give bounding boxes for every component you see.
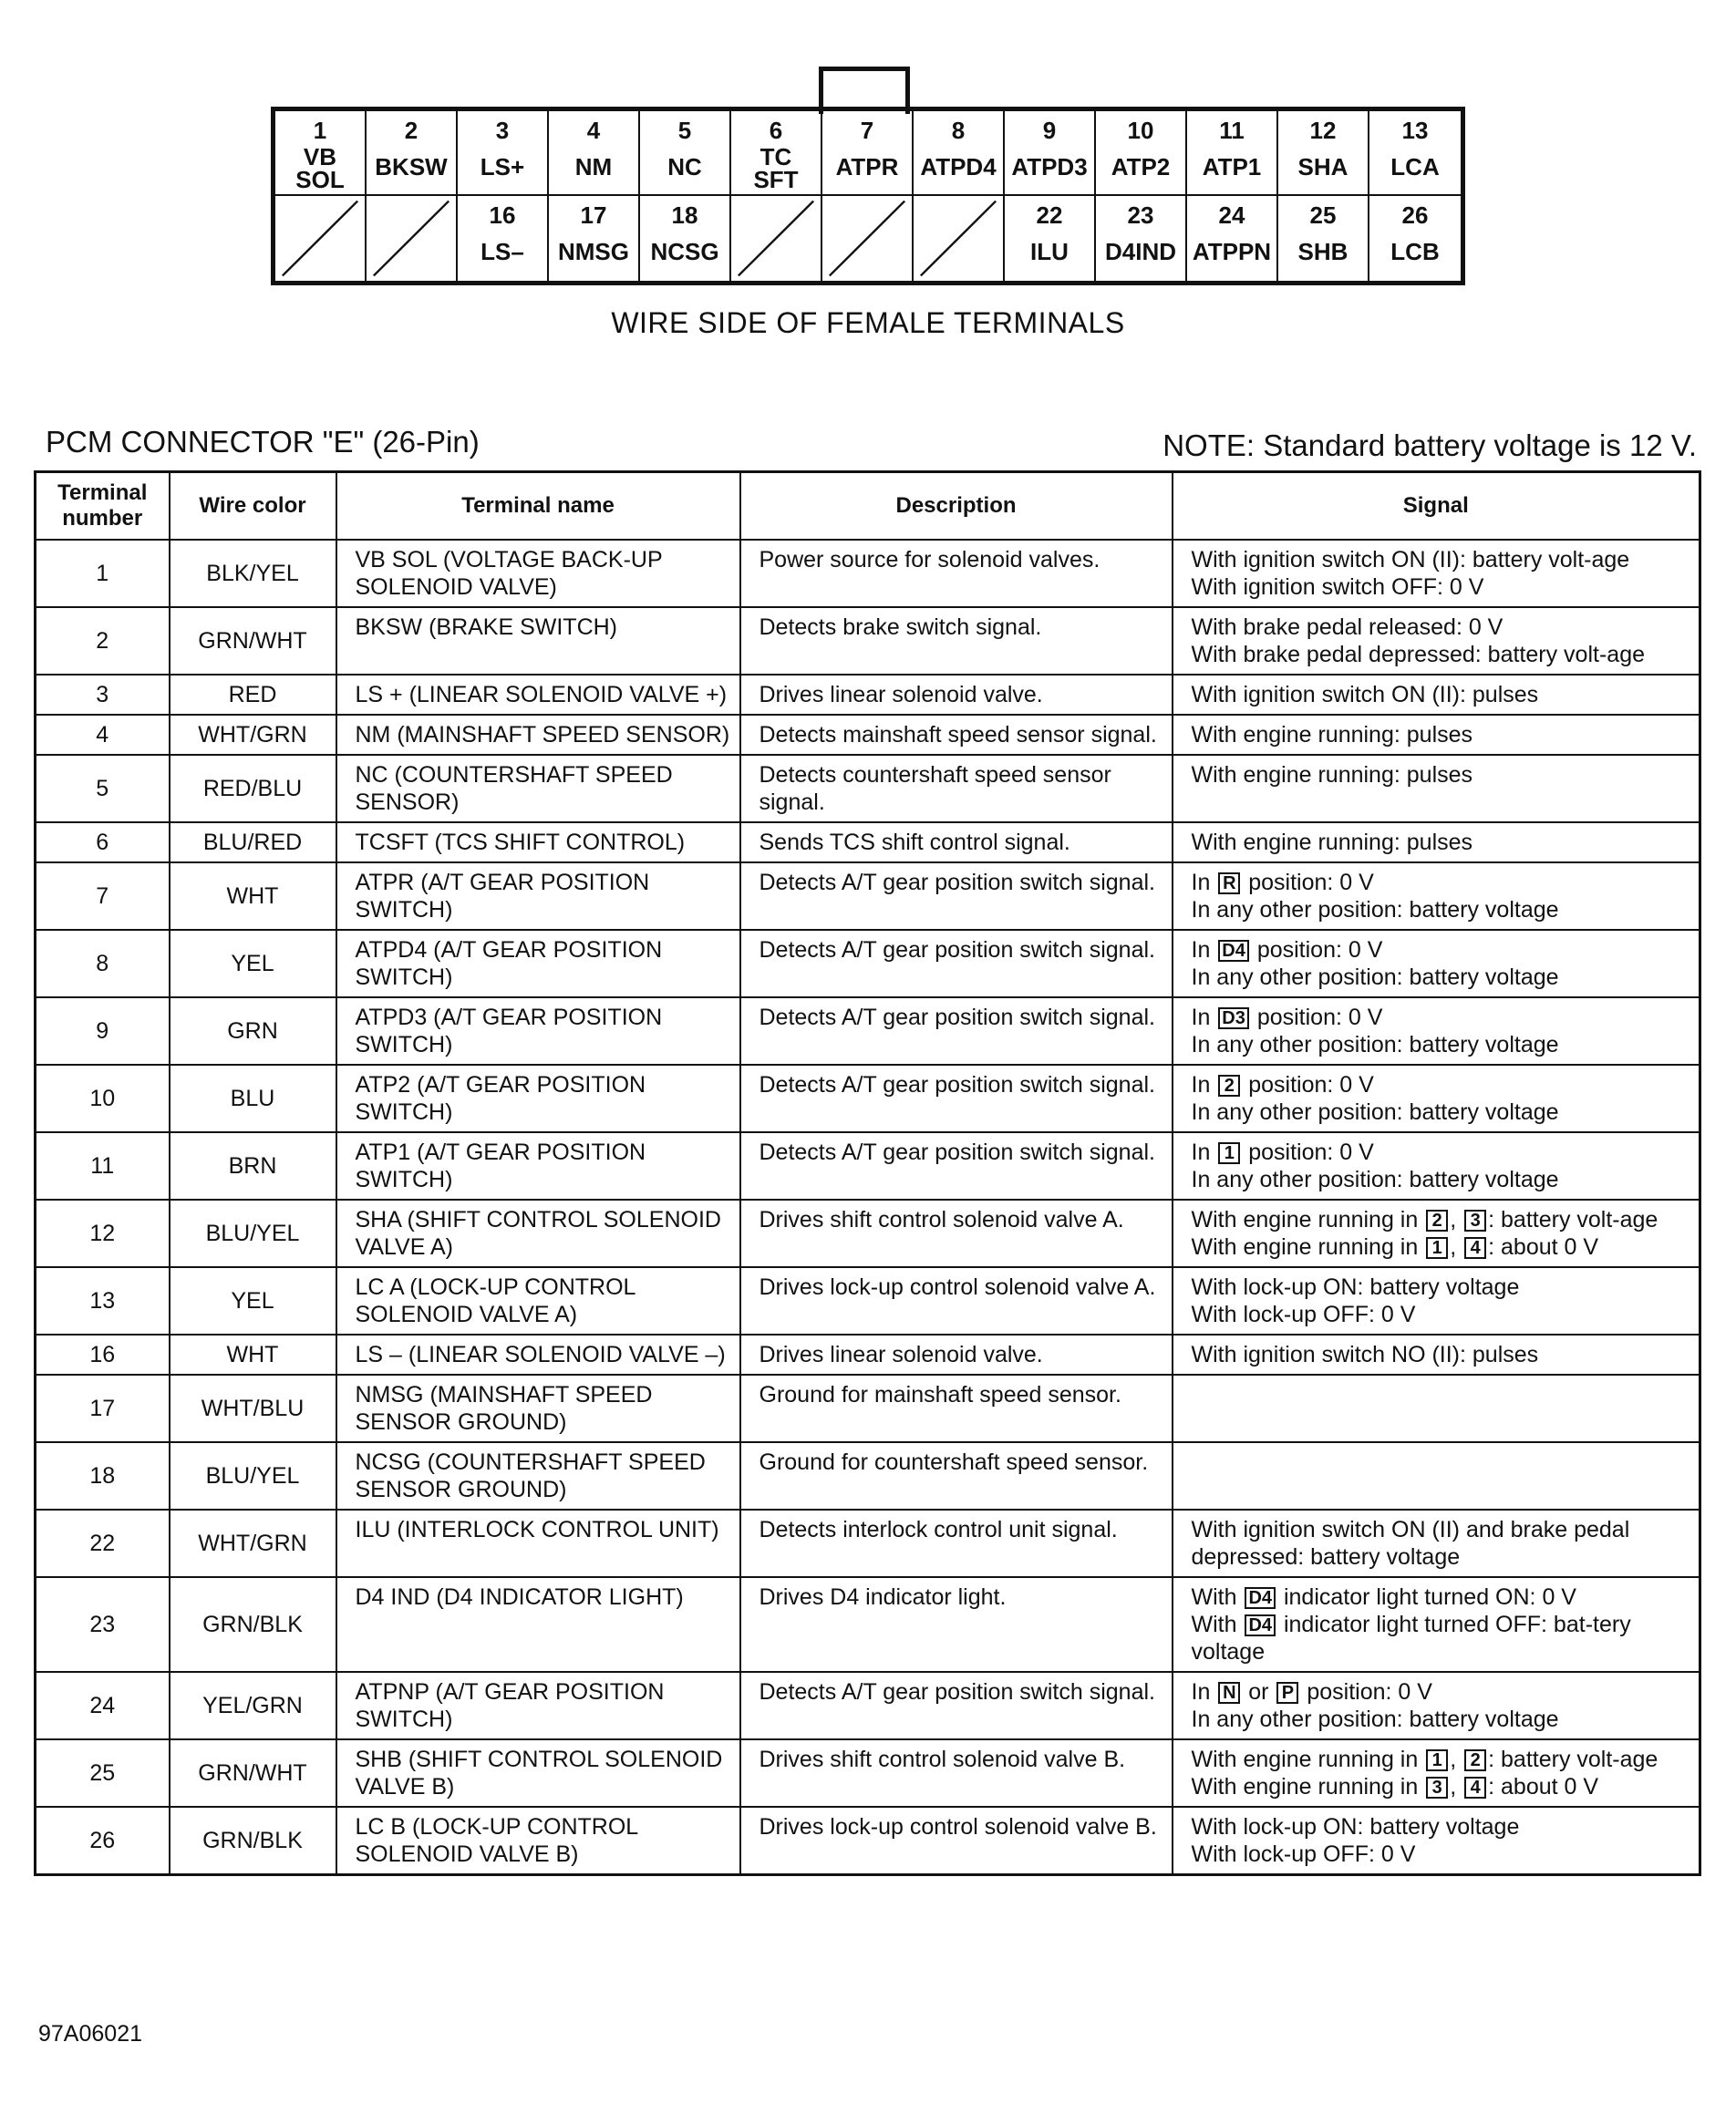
- gear-position-symbol: R: [1218, 872, 1240, 894]
- wire-color-cell: BLU/YEL: [170, 1442, 336, 1510]
- header-description: Description: [740, 472, 1173, 541]
- signal-cell: [1173, 1672, 1700, 1739]
- pin-number: 6: [769, 117, 783, 144]
- pin-label: D4IND: [1104, 238, 1176, 265]
- terminal-number-cell: 12: [36, 1200, 170, 1267]
- terminal-name-cell: NC (COUNTERSHAFT SPEED SENSOR): [336, 755, 740, 822]
- gear-position-symbol: D4: [1245, 1614, 1276, 1636]
- pin-label: NCSG: [650, 238, 719, 265]
- signal-line: With engine running: pulses: [1191, 762, 1473, 788]
- description-cell: Drives D4 indicator light.: [740, 1577, 1173, 1672]
- pin-number: 25: [1309, 201, 1337, 229]
- wire-color-cell: BLU/YEL: [170, 1200, 336, 1267]
- pin-number: 3: [495, 117, 510, 144]
- description-cell: Detects countershaft speed sensor signal.: [740, 755, 1173, 822]
- signal-line: With ignition switch ON (II): battery volt-age: [1191, 547, 1630, 572]
- description-cell: Ground for mainshaft speed sensor.: [740, 1375, 1173, 1442]
- wire-color-cell: WHT/GRN: [170, 715, 336, 755]
- terminal-name-cell: ATPR (A/T GEAR POSITION SWITCH): [336, 862, 740, 930]
- connector-pin-24: [1187, 196, 1278, 281]
- empty-slot-slash: [822, 196, 912, 281]
- signal-line: In D4 position: 0 V: [1191, 937, 1383, 963]
- description-cell: Detects interlock control unit signal.: [740, 1510, 1173, 1577]
- connector-pin-10: [1096, 111, 1187, 196]
- terminal-number-cell: 2: [36, 607, 170, 675]
- signal-line: In any other position: battery voltage: [1191, 1099, 1559, 1125]
- wire-color-cell: RED/BLU: [170, 755, 336, 822]
- table-row: [36, 1065, 1700, 1132]
- empty-slot-slash: [731, 196, 821, 281]
- gear-position-symbol: D4: [1218, 940, 1249, 962]
- connector-pin-23: [1096, 196, 1187, 281]
- pin-label: LS–: [480, 238, 524, 265]
- pin-label: LCA: [1390, 153, 1440, 180]
- connector-pin-empty: [914, 196, 1005, 281]
- wire-color-cell: WHT/BLU: [170, 1375, 336, 1442]
- connector-pin-empty: [275, 196, 367, 281]
- pin-number: 22: [1036, 201, 1063, 229]
- pin-label: ATP1: [1202, 153, 1262, 180]
- terminal-number-cell: 22: [36, 1510, 170, 1577]
- wire-color-cell: GRN/WHT: [170, 1739, 336, 1807]
- terminal-number-cell: 25: [36, 1739, 170, 1807]
- signal-cell: [1173, 930, 1700, 997]
- header-signal: Signal: [1173, 472, 1700, 541]
- table-row: [36, 1200, 1700, 1267]
- terminal-number-cell: 9: [36, 997, 170, 1065]
- description-cell: Drives lock-up control solenoid valve B.: [740, 1807, 1173, 1875]
- header-terminal-number: Terminal number: [36, 472, 170, 541]
- terminal-name-cell: NM (MAINSHAFT SPEED SENSOR): [336, 715, 740, 755]
- signal-line: In 2 position: 0 V: [1191, 1072, 1374, 1098]
- signal-cell: [1173, 1200, 1700, 1267]
- wire-color-cell: BLU: [170, 1065, 336, 1132]
- description-cell: Detects mainshaft speed sensor signal.: [740, 715, 1173, 755]
- signal-line: In any other position: battery voltage: [1191, 1032, 1559, 1057]
- signal-line: With lock-up ON: battery voltage: [1191, 1274, 1520, 1300]
- signal-cell: [1173, 822, 1700, 862]
- empty-slot-slash: [275, 196, 365, 281]
- connector-pin-empty: [822, 196, 914, 281]
- signal-line: With ignition switch NO (II): pulses: [1191, 1342, 1539, 1367]
- terminal-name-cell: NCSG (COUNTERSHAFT SPEED SENSOR GROUND): [336, 1442, 740, 1510]
- signal-cell: [1173, 1577, 1700, 1672]
- gear-position-symbol: 1: [1426, 1237, 1448, 1259]
- terminal-number-cell: 8: [36, 930, 170, 997]
- pin-label: ATP2: [1111, 153, 1171, 180]
- table-row: [36, 1132, 1700, 1200]
- signal-line: In R position: 0 V: [1191, 870, 1374, 895]
- pin-label: ATPD4: [920, 153, 997, 180]
- terminal-number-cell: 13: [36, 1267, 170, 1335]
- connector-pin-grid: [271, 107, 1465, 285]
- pin-label: LCB: [1390, 238, 1440, 265]
- connector-pin-3: [458, 111, 549, 196]
- connector-pin-6: [731, 111, 822, 196]
- signal-cell: [1173, 715, 1700, 755]
- empty-slot-slash: [367, 196, 456, 281]
- wire-color-cell: YEL/GRN: [170, 1672, 336, 1739]
- table-row: [36, 607, 1700, 675]
- terminal-name-cell: VB SOL (VOLTAGE BACK-UP SOLENOID VALVE): [336, 540, 740, 607]
- description-cell: Sends TCS shift control signal.: [740, 822, 1173, 862]
- connector-pin-26: [1369, 196, 1461, 281]
- terminal-number-cell: 24: [36, 1672, 170, 1739]
- gear-position-symbol: 2: [1218, 1075, 1240, 1097]
- pin-number: 4: [586, 117, 601, 144]
- signal-cell: [1173, 1807, 1700, 1875]
- connector-diagram: [271, 67, 1465, 285]
- pin-number: 2: [404, 117, 418, 144]
- pin-number: 9: [1042, 117, 1057, 144]
- connector-pin-9: [1005, 111, 1096, 196]
- signal-cell: [1173, 1739, 1700, 1807]
- table-row: [36, 822, 1700, 862]
- table-row: [36, 1672, 1700, 1739]
- terminal-table: [34, 470, 1701, 1876]
- description-cell: Detects brake switch signal.: [740, 607, 1173, 675]
- pin-number: 26: [1401, 201, 1429, 229]
- wire-color-cell: WHT: [170, 862, 336, 930]
- terminal-name-cell: NMSG (MAINSHAFT SPEED SENSOR GROUND): [336, 1375, 740, 1442]
- signal-line: In D3 position: 0 V: [1191, 1005, 1383, 1030]
- terminal-number-cell: 11: [36, 1132, 170, 1200]
- signal-cell: [1173, 1335, 1700, 1375]
- table-header-row: [36, 472, 1700, 541]
- terminal-number-cell: 5: [36, 755, 170, 822]
- wire-color-cell: GRN/BLK: [170, 1577, 336, 1672]
- connector-pin-2: [367, 111, 458, 196]
- gear-position-symbol: D3: [1218, 1007, 1249, 1029]
- pin-label: ATPR: [835, 153, 899, 180]
- signal-line: With engine running in 1 , 4 : about 0 V: [1191, 1234, 1599, 1260]
- terminal-name-cell: TCSFT (TCS SHIFT CONTROL): [336, 822, 740, 862]
- pin-label: ILU: [1030, 238, 1069, 265]
- pin-number: 12: [1309, 117, 1337, 144]
- terminal-number-cell: 17: [36, 1375, 170, 1442]
- header-wire-color: Wire color: [170, 472, 336, 541]
- header-terminal-name: Terminal name: [336, 472, 740, 541]
- connector-pin-4: [549, 111, 640, 196]
- wire-color-cell: BRN: [170, 1132, 336, 1200]
- wire-color-cell: WHT: [170, 1335, 336, 1375]
- terminal-name-cell: BKSW (BRAKE SWITCH): [336, 607, 740, 675]
- connector-pin-17: [549, 196, 640, 281]
- gear-position-symbol: P: [1276, 1682, 1298, 1704]
- pin-number: 17: [580, 201, 607, 229]
- document-code: 97A06021: [38, 2021, 143, 2047]
- gear-position-symbol: 3: [1426, 1777, 1448, 1799]
- pin-number: 23: [1127, 201, 1154, 229]
- table-row: [36, 1577, 1700, 1672]
- signal-line: With D4 indicator light turned OFF: bat-tery voltage: [1191, 1612, 1631, 1665]
- gear-position-symbol: 2: [1426, 1210, 1448, 1232]
- description-cell: Detects A/T gear position switch signal.: [740, 1132, 1173, 1200]
- terminal-number-cell: 7: [36, 862, 170, 930]
- gear-position-symbol: 1: [1218, 1142, 1240, 1164]
- terminal-name-cell: ATPD4 (A/T GEAR POSITION SWITCH): [336, 930, 740, 997]
- connector-pin-11: [1187, 111, 1278, 196]
- gear-position-symbol: 4: [1464, 1237, 1486, 1259]
- connector-pin-25: [1278, 196, 1369, 281]
- signal-line: In any other position: battery voltage: [1191, 897, 1559, 923]
- signal-cell: [1173, 1132, 1700, 1200]
- signal-cell: [1173, 607, 1700, 675]
- pin-label: LS+: [480, 153, 525, 180]
- signal-line: With lock-up OFF: 0 V: [1191, 1841, 1416, 1867]
- signal-line: With ignition switch OFF: 0 V: [1191, 574, 1484, 600]
- terminal-number-cell: 3: [36, 675, 170, 715]
- signal-cell: [1173, 1375, 1700, 1442]
- wire-color-cell: GRN: [170, 997, 336, 1065]
- terminal-number-cell: 1: [36, 540, 170, 607]
- table-row: [36, 1335, 1700, 1375]
- gear-position-symbol: 2: [1464, 1749, 1486, 1771]
- terminal-name-cell: LS + (LINEAR SOLENOID VALVE +): [336, 675, 740, 715]
- terminal-number-cell: 16: [36, 1335, 170, 1375]
- pin-number: 11: [1219, 117, 1245, 144]
- gear-position-symbol: 4: [1464, 1777, 1486, 1799]
- signal-cell: [1173, 675, 1700, 715]
- wire-color-cell: RED: [170, 675, 336, 715]
- signal-cell: [1173, 540, 1700, 607]
- table-title: PCM CONNECTOR "E" (26-Pin): [46, 425, 480, 459]
- connector-pin-12: [1278, 111, 1369, 196]
- table-row: [36, 930, 1700, 997]
- terminal-name-cell: LC A (LOCK-UP CONTROL SOLENOID VALVE A): [336, 1267, 740, 1335]
- terminal-name-cell: LS – (LINEAR SOLENOID VALVE –): [336, 1335, 740, 1375]
- wire-color-cell: BLK/YEL: [170, 540, 336, 607]
- terminal-number-cell: 18: [36, 1442, 170, 1510]
- wire-color-cell: YEL: [170, 1267, 336, 1335]
- terminal-name-cell: SHA (SHIFT CONTROL SOLENOID VALVE A): [336, 1200, 740, 1267]
- table-row: [36, 862, 1700, 930]
- terminal-number-cell: 6: [36, 822, 170, 862]
- terminal-name-cell: LC B (LOCK-UP CONTROL SOLENOID VALVE B): [336, 1807, 740, 1875]
- signal-line: In 1 position: 0 V: [1191, 1140, 1374, 1165]
- signal-line: With brake pedal depressed: battery volt-age: [1191, 642, 1645, 667]
- wire-color-cell: GRN/WHT: [170, 607, 336, 675]
- signal-line: With engine running in 2 , 3 : battery volt-age: [1191, 1207, 1658, 1232]
- connector-caption: WIRE SIDE OF FEMALE TERMINALS: [611, 306, 1125, 339]
- terminal-number-cell: 26: [36, 1807, 170, 1875]
- table-row: [36, 540, 1700, 607]
- empty-slot-slash: [914, 196, 1003, 281]
- connector-pin-7: [822, 111, 914, 196]
- wire-color-cell: YEL: [170, 930, 336, 997]
- pin-number: 13: [1401, 117, 1429, 144]
- table-body: [36, 540, 1700, 1875]
- table-row: [36, 1267, 1700, 1335]
- connector-pin-5: [640, 111, 731, 196]
- description-cell: Drives linear solenoid valve.: [740, 675, 1173, 715]
- voltage-note: NOTE: Standard battery voltage is 12 V.: [1162, 428, 1697, 462]
- terminal-name-cell: ATP2 (A/T GEAR POSITION SWITCH): [336, 1065, 740, 1132]
- connector-pin-empty: [367, 196, 458, 281]
- terminal-name-cell: ATP1 (A/T GEAR POSITION SWITCH): [336, 1132, 740, 1200]
- table-row: [36, 1510, 1700, 1577]
- pin-number: 1: [313, 117, 327, 144]
- terminal-name-cell: SHB (SHIFT CONTROL SOLENOID VALVE B): [336, 1739, 740, 1807]
- pin-label: ATPD3: [1011, 153, 1088, 180]
- pin-label: NC: [667, 153, 702, 180]
- signal-line: With ignition switch ON (II): pulses: [1191, 682, 1539, 707]
- pin-number: 5: [677, 117, 692, 144]
- wire-color-cell: BLU/RED: [170, 822, 336, 862]
- description-cell: Detects A/T gear position switch signal.: [740, 1065, 1173, 1132]
- terminal-name-cell: ATPNP (A/T GEAR POSITION SWITCH): [336, 1672, 740, 1739]
- terminal-name-cell: ATPD3 (A/T GEAR POSITION SWITCH): [336, 997, 740, 1065]
- description-cell: Ground for countershaft speed sensor.: [740, 1442, 1173, 1510]
- connector-pin-1: [275, 111, 367, 196]
- signal-cell: [1173, 997, 1700, 1065]
- signal-line: In any other position: battery voltage: [1191, 964, 1559, 990]
- terminal-name-cell: D4 IND (D4 INDICATOR LIGHT): [336, 1577, 740, 1672]
- signal-cell: [1173, 1267, 1700, 1335]
- table-row: [36, 997, 1700, 1065]
- signal-cell: [1173, 862, 1700, 930]
- table-row: [36, 1807, 1700, 1875]
- pin-label: ATPPN: [1192, 238, 1272, 265]
- signal-line: With lock-up ON: battery voltage: [1191, 1814, 1520, 1840]
- connector-pin-8: [914, 111, 1005, 196]
- signal-line: With lock-up OFF: 0 V: [1191, 1302, 1416, 1327]
- terminal-number-cell: 10: [36, 1065, 170, 1132]
- pin-number: 24: [1218, 201, 1245, 229]
- signal-line: In any other position: battery voltage: [1191, 1707, 1559, 1732]
- table-row: [36, 755, 1700, 822]
- connector-pin-18: [640, 196, 731, 281]
- pin-label: VB SOL: [295, 143, 345, 193]
- description-cell: Detects A/T gear position switch signal.: [740, 997, 1173, 1065]
- signal-cell: [1173, 755, 1700, 822]
- signal-line: With ignition switch ON (II) and brake pedal depressed: battery voltage: [1191, 1517, 1630, 1570]
- signal-line: With brake pedal released: 0 V: [1191, 614, 1504, 640]
- gear-position-symbol: 1: [1426, 1749, 1448, 1771]
- table-row: [36, 1442, 1700, 1510]
- pin-label: SHB: [1297, 238, 1348, 265]
- description-cell: Drives lock-up control solenoid valve A.: [740, 1267, 1173, 1335]
- description-cell: Drives shift control solenoid valve A.: [740, 1200, 1173, 1267]
- table-row: [36, 1739, 1700, 1807]
- description-cell: Detects A/T gear position switch signal.: [740, 862, 1173, 930]
- signal-line: In N or P position: 0 V: [1191, 1679, 1432, 1705]
- signal-cell: [1173, 1442, 1700, 1510]
- pin-number: 18: [671, 201, 698, 229]
- gear-position-symbol: 3: [1464, 1210, 1486, 1232]
- signal-line: With engine running: pulses: [1191, 830, 1473, 855]
- signal-line: With D4 indicator light turned ON: 0 V: [1191, 1584, 1576, 1610]
- pin-label: NMSG: [558, 238, 629, 265]
- description-cell: Detects A/T gear position switch signal.: [740, 930, 1173, 997]
- connector-pin-22: [1005, 196, 1096, 281]
- connector-pin-13: [1369, 111, 1461, 196]
- terminal-number-cell: 23: [36, 1577, 170, 1672]
- pin-number: 10: [1127, 117, 1154, 144]
- signal-line: With engine running in 3 , 4 : about 0 V: [1191, 1774, 1599, 1800]
- table-row: [36, 1375, 1700, 1442]
- signal-line: With engine running in 1 , 2 : battery volt-age: [1191, 1747, 1658, 1772]
- wire-color-cell: GRN/BLK: [170, 1807, 336, 1875]
- pin-label: NM: [574, 153, 613, 180]
- description-cell: Drives shift control solenoid valve B.: [740, 1739, 1173, 1807]
- signal-line: In any other position: battery voltage: [1191, 1167, 1559, 1192]
- wire-color-cell: WHT/GRN: [170, 1510, 336, 1577]
- gear-position-symbol: D4: [1245, 1587, 1276, 1609]
- description-cell: Power source for solenoid valves.: [740, 540, 1173, 607]
- signal-line: With engine running: pulses: [1191, 722, 1473, 748]
- description-cell: Detects A/T gear position switch signal.: [740, 1672, 1173, 1739]
- table-row: [36, 675, 1700, 715]
- pin-label: BKSW: [375, 153, 448, 180]
- pin-number: 7: [860, 117, 874, 144]
- terminal-number-cell: 4: [36, 715, 170, 755]
- pin-label: SHA: [1297, 153, 1348, 180]
- signal-cell: [1173, 1065, 1700, 1132]
- description-cell: Drives linear solenoid valve.: [740, 1335, 1173, 1375]
- connector-pin-empty: [731, 196, 822, 281]
- pin-number: 8: [951, 117, 966, 144]
- signal-cell: [1173, 1510, 1700, 1577]
- connector-pin-16: [458, 196, 549, 281]
- pin-label: TC SFT: [753, 143, 799, 193]
- gear-position-symbol: N: [1218, 1682, 1240, 1704]
- terminal-name-cell: ILU (INTERLOCK CONTROL UNIT): [336, 1510, 740, 1577]
- pin-number: 16: [489, 201, 516, 229]
- table-row: [36, 715, 1700, 755]
